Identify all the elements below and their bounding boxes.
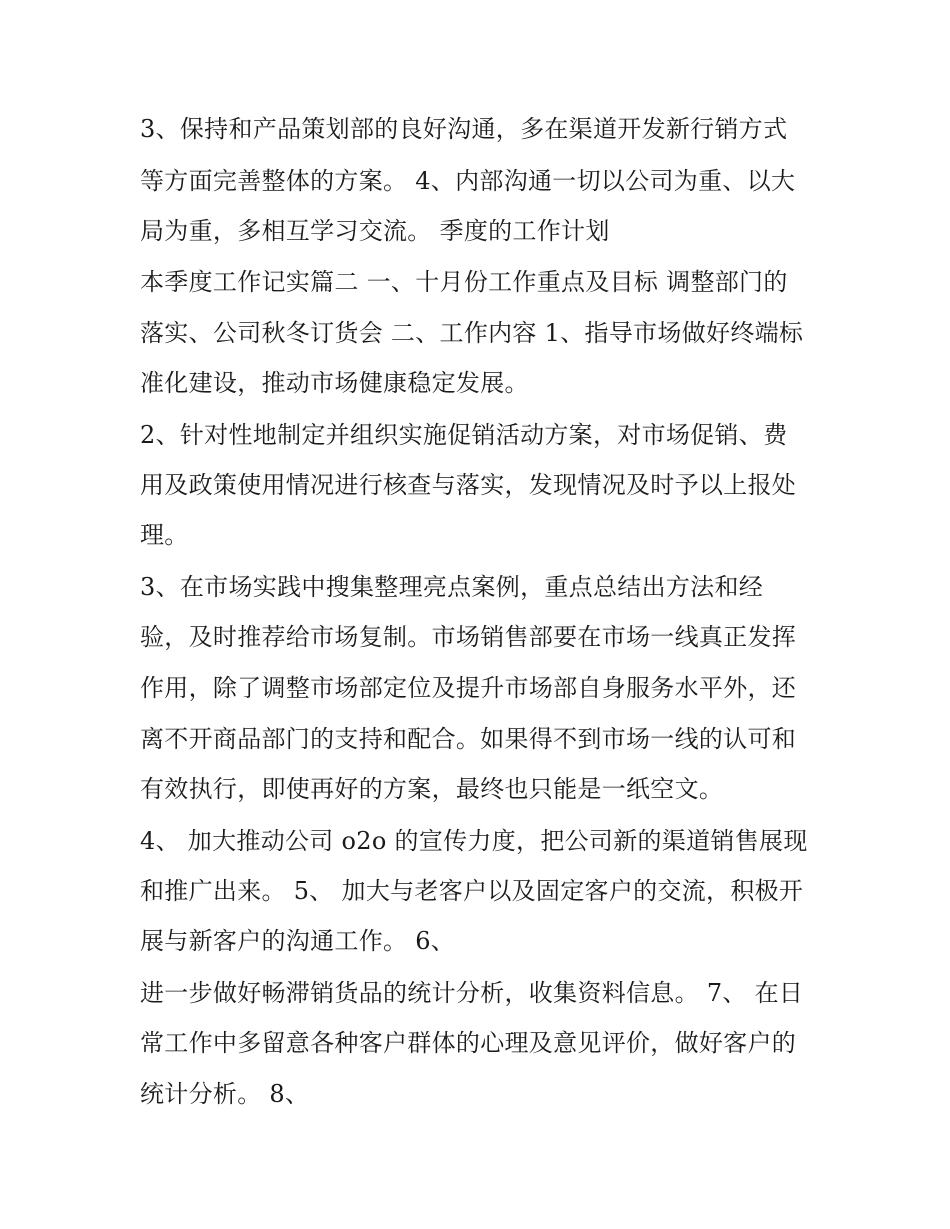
text-line: 进一步做好畅滞销货品的统计分析，收集资料信息。 7、 在日 bbox=[140, 979, 804, 1007]
text-line: 离不开商品部门的支持和配合。如果得不到市场一线的认可和 bbox=[140, 725, 797, 753]
text-line: 和推广出来。 5、 加大与老客户以及固定客户的交流，积极开 bbox=[140, 877, 804, 905]
text-line: 用及政策使用情况进行核查与落实，发现情况及时予以上报处 bbox=[140, 471, 797, 499]
text-line: 3、在市场实践中搜集整理亮点案例，重点总结出方法和经 bbox=[140, 573, 764, 601]
text-line: 4、 加大推动公司 o2o 的宣传力度，把公司新的渠道销售展现 bbox=[140, 827, 808, 855]
text-line: 验，及时推荐给市场复制。市场销售部要在市场一线真正发挥 bbox=[140, 623, 797, 651]
text-line: 3、保持和产品策划部的良好沟通，多在渠道开发新行销方式 bbox=[140, 115, 788, 143]
text-line: 理。 bbox=[140, 521, 189, 549]
text-line: 准化建设，推动市场健康稳定发展。 bbox=[140, 369, 529, 397]
text-line: 有效执行，即使再好的方案，最终也只能是一纸空文。 bbox=[140, 775, 724, 803]
text-line: 落实、公司秋冬订货会 二、工作内容 1、指导市场做好终端标 bbox=[140, 319, 804, 347]
text-line: 统计分析。 8、 bbox=[140, 1080, 310, 1108]
text-line: 常工作中多留意各种客户群体的心理及意见评价，做好客户的 bbox=[140, 1029, 797, 1057]
text-line: 2、针对性地制定并组织实施促销活动方案，对市场促销、费 bbox=[140, 421, 788, 449]
text-line: 局为重，多相互学习交流。 季度的工作计划 bbox=[140, 217, 610, 245]
text-line: 等方面完善整体的方案。 4、内部沟通一切以公司为重、以大 bbox=[140, 167, 796, 195]
text-line: 展与新客户的沟通工作。 6、 bbox=[140, 927, 456, 955]
text-line: 本季度工作记实篇二 一、十月份工作重点及目标 调整部门的 bbox=[140, 268, 788, 296]
text-line: 作用，除了调整市场部定位及提升市场部自身服务水平外，还 bbox=[140, 674, 797, 702]
